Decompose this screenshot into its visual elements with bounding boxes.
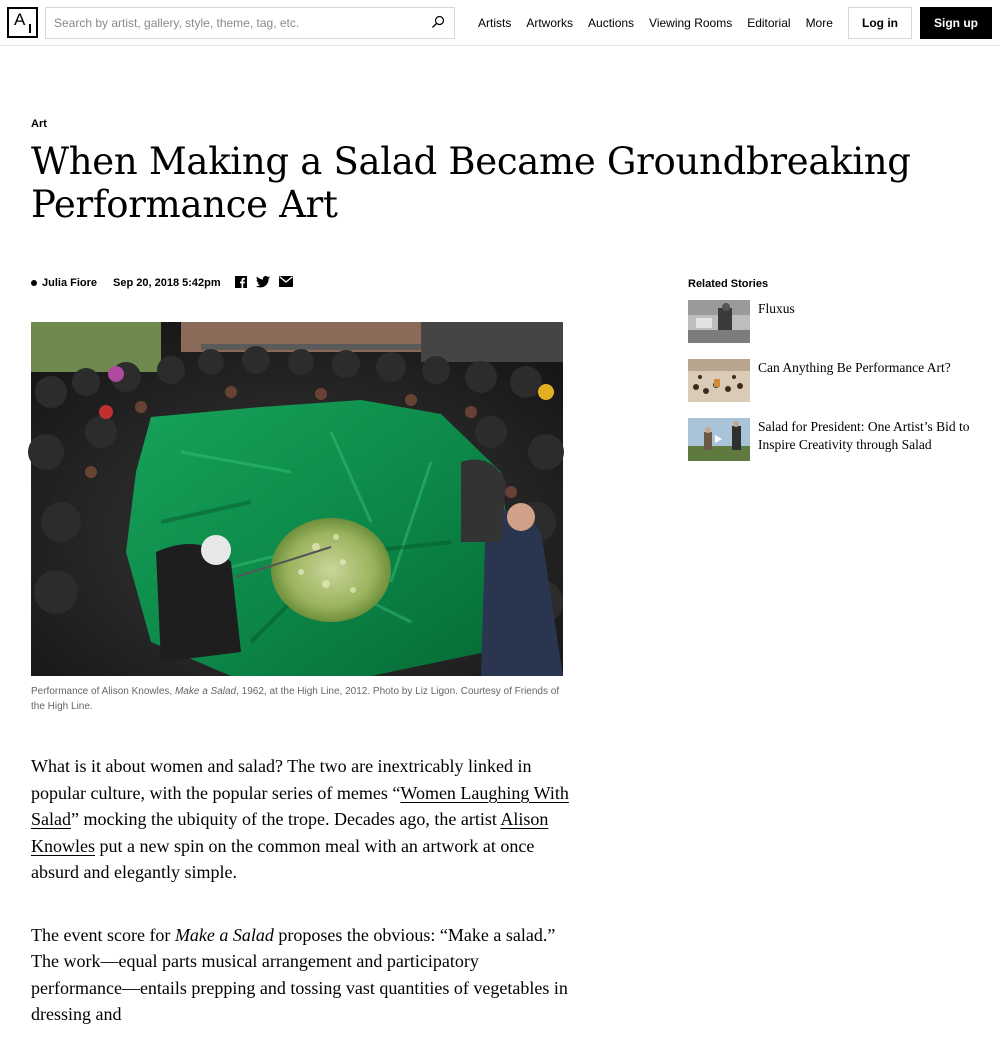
main-nav: [478, 0, 848, 46]
email-icon[interactable]: [279, 276, 293, 290]
search-icon[interactable]: [431, 15, 445, 29]
p2-em: Make a Salad: [174, 924, 274, 945]
byline: [31, 275, 302, 291]
author-name[interactable]: Julia Fiore: [42, 277, 98, 289]
caption-work: Make a Salad: [174, 686, 237, 697]
hero-image: [31, 322, 563, 676]
article-category[interactable]: Art: [31, 118, 47, 130]
search-box[interactable]: [45, 7, 455, 39]
nav-auctions[interactable]: Auctions: [588, 16, 635, 30]
nav-more[interactable]: More: [805, 16, 833, 30]
nav-artists[interactable]: Artists: [478, 16, 512, 30]
p2-text-1: The event score for: [31, 924, 175, 945]
nav-editorial[interactable]: Editorial: [747, 16, 791, 30]
caption-suffix: , 1962, at the High Line, 2012. Photo by Liz Ligon. Courtesy of Friends of the High Line.: [31, 686, 560, 712]
p1-text-2: ” mocking the ubiquity of the trope. Decades ago, the artist: [71, 809, 501, 829]
share-icons: [235, 276, 302, 291]
paragraph-2: [31, 922, 571, 1028]
related-thumb-performance-art[interactable]: [688, 359, 750, 402]
article-title: When Making a Salad Became Groundbreaking Performance Art: [31, 140, 911, 226]
facebook-icon[interactable]: [235, 276, 247, 291]
artsy-logo[interactable]: [7, 7, 38, 38]
link-women-laughing-with-salad[interactable]: Women Laughing With Salad: [31, 782, 569, 829]
login-button[interactable]: Log in: [848, 7, 912, 39]
related-thumb-fluxus[interactable]: [688, 300, 750, 343]
p1-text-1: What is it about women and salad? The two are inextricably linked in popular culture, with the popular series of memes “: [31, 756, 532, 803]
twitter-icon[interactable]: [256, 276, 270, 291]
related-item-fluxus[interactable]: [688, 300, 988, 346]
related-item-salad-for-president[interactable]: [688, 418, 988, 464]
caption-prefix: Performance of Alison Knowles,: [31, 686, 175, 697]
p2-text-2: proposes the obvious: “Make a salad.” The work—equal parts musical arrangement and participatory performance—entails prepping and tossing vast quantities of vegetables in dressing and: [31, 924, 568, 1024]
p1-text-3: put a new spin on the common meal with an artwork at once absurd and elegantly simple.: [31, 835, 535, 882]
salad-performance-photo: [31, 322, 563, 676]
search-input[interactable]: [46, 8, 426, 38]
related-title-performance-art[interactable]: Can Anything Be Performance Art?: [758, 360, 951, 375]
nav-artworks[interactable]: Artworks: [526, 16, 574, 30]
related-thumb-salad-for-president[interactable]: [688, 418, 750, 461]
related-stories-heading: Related Stories: [688, 278, 769, 290]
related-title-salad-for-president[interactable]: Salad for President: One Artist’s Bid to Inspire Creativity through Salad: [758, 419, 970, 452]
author-dot: [31, 280, 37, 286]
publish-date: Sep 20, 2018 5:42pm: [113, 277, 221, 289]
paragraph-1: [31, 753, 571, 886]
related-item-performance-art[interactable]: [688, 359, 988, 405]
logo-letter: A: [14, 10, 26, 29]
related-title-fluxus[interactable]: Fluxus: [758, 301, 795, 316]
nav-viewing-rooms[interactable]: Viewing Rooms: [649, 16, 733, 30]
image-caption: [31, 684, 571, 714]
link-alison-knowles[interactable]: Alison Knowles: [31, 809, 549, 856]
logo-bar: [29, 24, 31, 33]
article-body: [31, 753, 571, 1064]
signup-button[interactable]: Sign up: [920, 7, 992, 39]
site-header: [0, 0, 1000, 46]
